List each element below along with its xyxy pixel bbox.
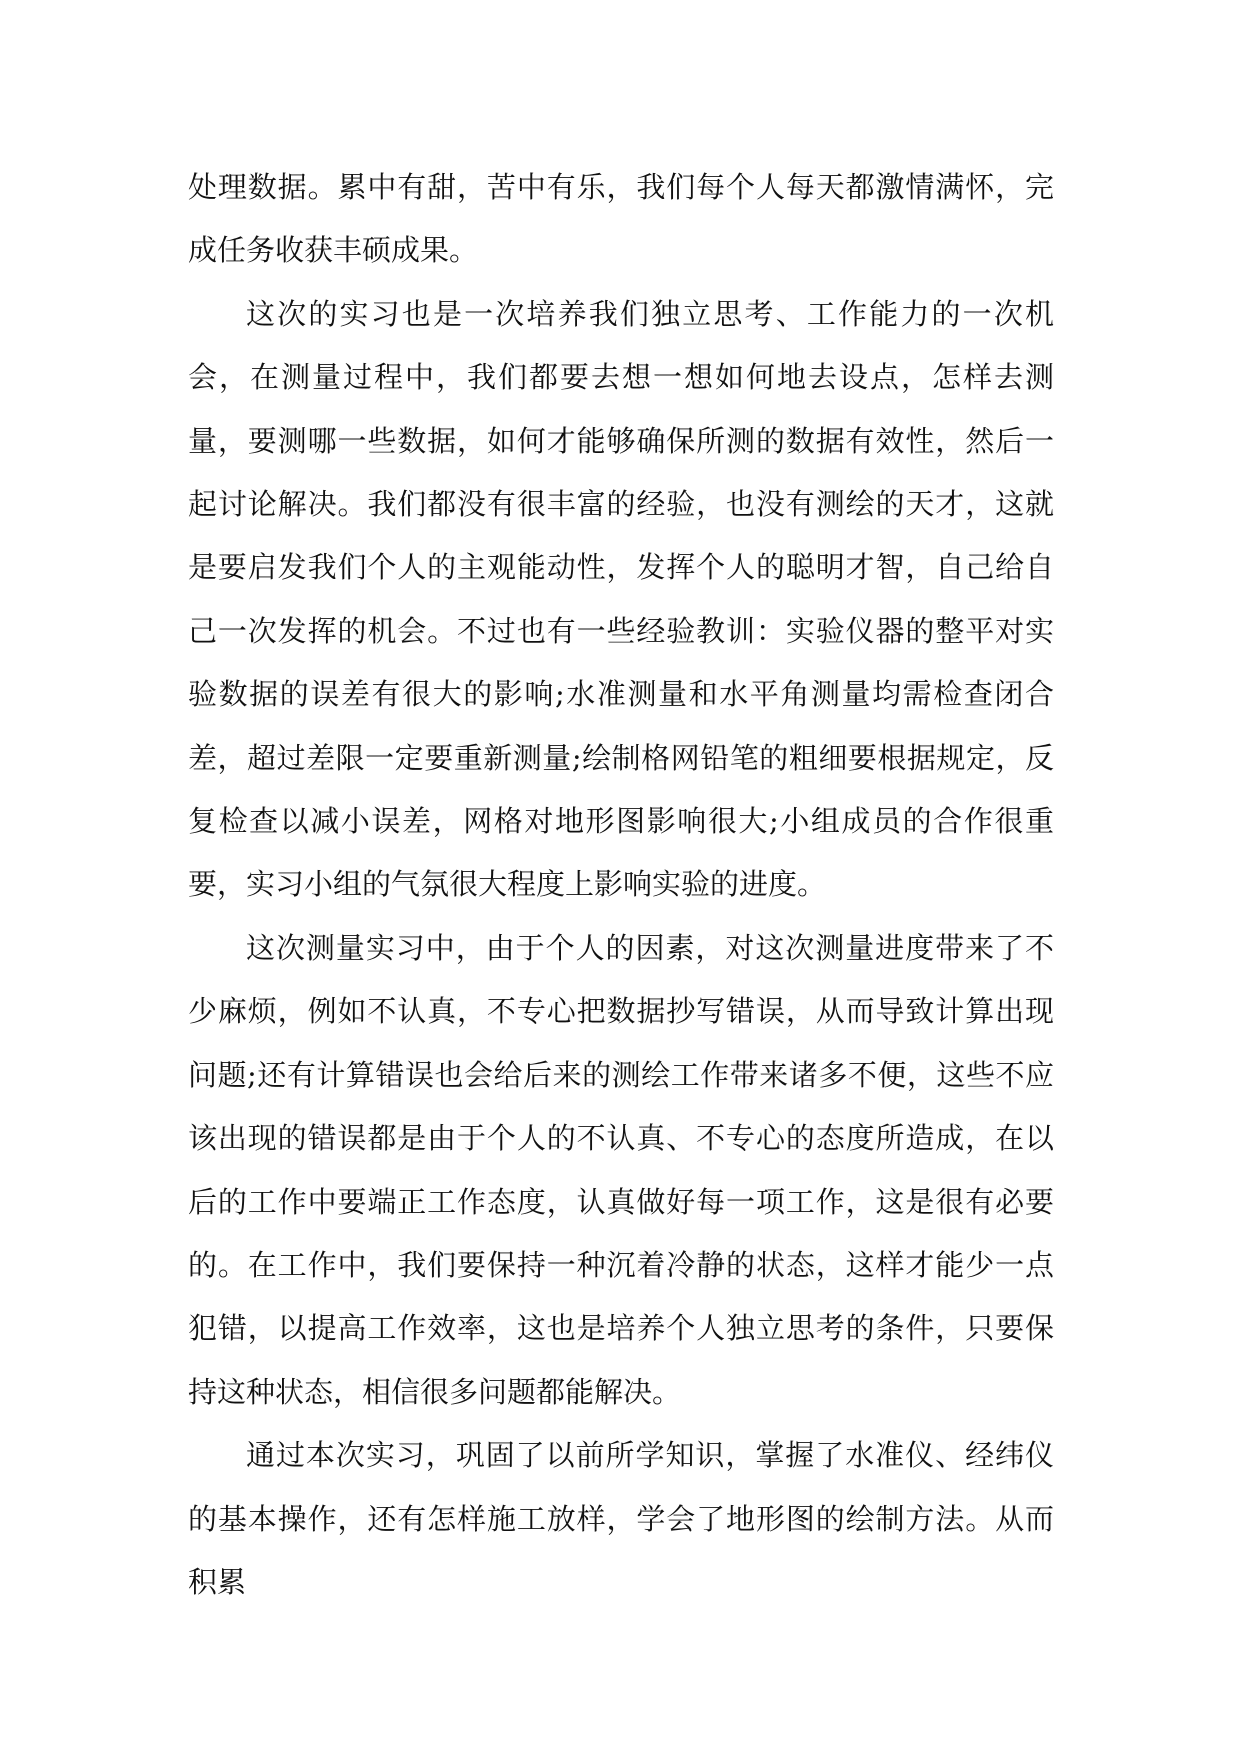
paragraph-3: 这次测量实习中，由于个人的因素，对这次测量进度带来了不少麻烦，例如不认真，不专心把数据抄写错误，从而导致计算出现问题;还有计算错误也会给后来的测绘工作带来诸多不便，这些不应该出现的错误都是由于个人的不认真、不专心的态度所造成，在以后的工作中要端正工作态度，认真做好每一项工作，这是很有必要的。在工作中，我们要保持一种沉着冷静的状态，这样才能少一点犯错，以提高工作效率，这也是培养个人独立思考的条件，只要保持这种状态，相信很多问题都能解决。 [188,930,1054,1409]
document-body [188,156,1054,1614]
paragraph-2: 这次的实习也是一次培养我们独立思考、工作能力的一次机会，在测量过程中，我们都要去想一想如何地去设点，怎样去测量，要测哪一些数据，如何才能够确保所测的数据有效性，然后一起讨论解决。我们都没有很丰富的经验，也没有测绘的天才，这就是要启发我们个人的主观能动性，发挥个人的聪明才智，自己给自己一次发挥的机会。不过也有一些经验教训：实验仪器的整平对实验数据的误差有很大的影响;水准测量和水平角测量均需检查闭合差，超过差限一定要重新测量;绘制格网铅笔的粗细要根据规定，反复检查以减小误差，网格对地形图影响很大;小组成员的合作很重要，实习小组的气氛很大程度上影响实验的进度。 [188,296,1054,902]
paragraph-4: 通过本次实习，巩固了以前所学知识，掌握了水准仪、经纬仪的基本操作，还有怎样施工放样，学会了地形图的绘制方法。从而积累 [188,1438,1054,1599]
paragraph-1: 处理数据。累中有甜，苦中有乐，我们每个人每天都激情满怀，完成任务收获丰硕成果。 [188,170,1054,268]
